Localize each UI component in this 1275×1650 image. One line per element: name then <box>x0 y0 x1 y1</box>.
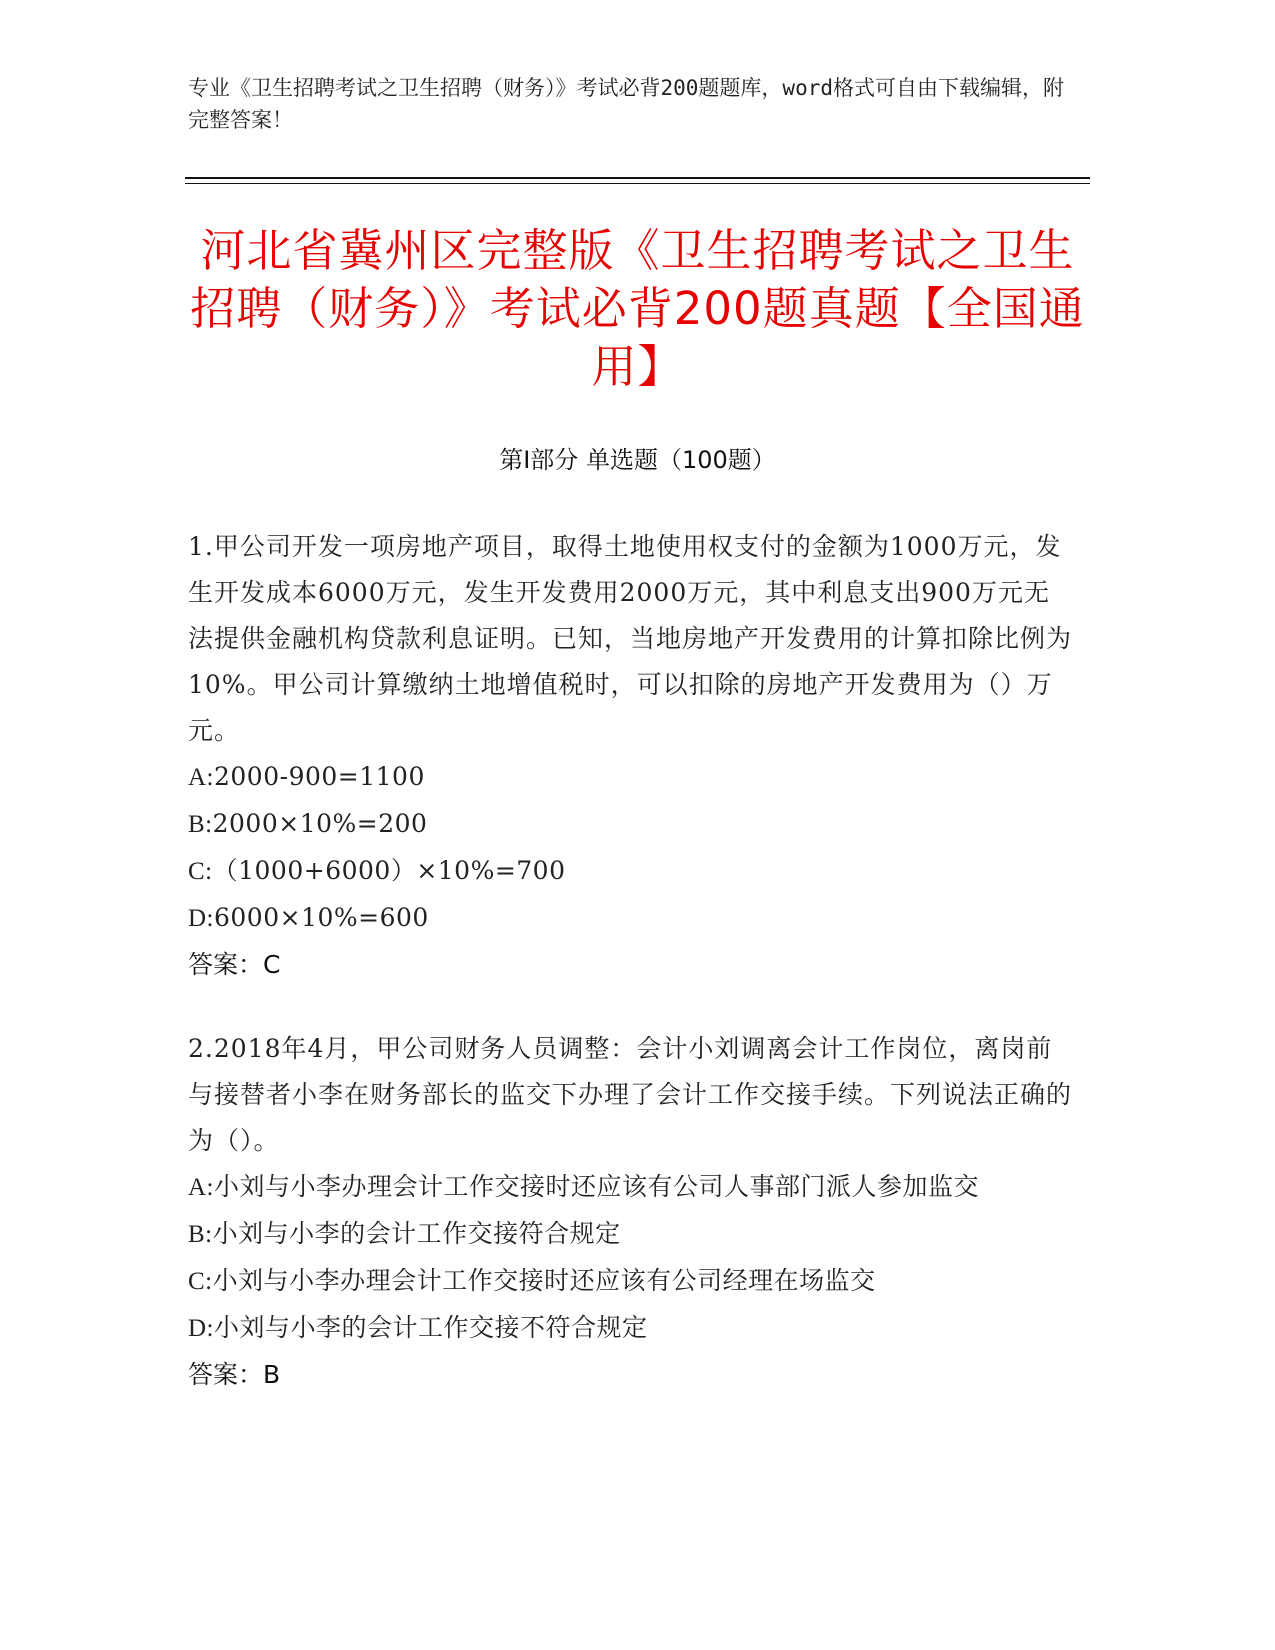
question-text: 2.2018年4月，甲公司财务人员调整：会计小刘调离会计工作岗位，离岗前与接替者小李在财务部长的监交下办理了会计工作交接手续。下列说法正确的为（）。 <box>188 1034 1073 1155</box>
answer-line: 答案：B <box>188 1360 281 1389</box>
option-c <box>188 848 1073 895</box>
option-text: 小刘与小李的会计工作交接不符合规定 <box>214 1313 648 1342</box>
option-d <box>188 895 1073 942</box>
option-c <box>188 1258 1073 1305</box>
option-text: （1000+6000）×10%=700 <box>212 856 566 885</box>
question-block <box>188 524 1073 988</box>
header-note: 专业《卫生招聘考试之卫生招聘（财务）》考试必背200题题库，word格式可自由下载编辑，附完整答案！ <box>188 76 1064 132</box>
option-d <box>188 1305 1073 1352</box>
section-heading: 第I部分 单选题（100题） <box>499 446 776 474</box>
option-b <box>188 801 1073 848</box>
option-letter: D: <box>188 1315 214 1342</box>
option-text: 小刘与小李办理会计工作交接时还应该有公司人事部门派人参加监交 <box>214 1172 980 1201</box>
option-letter: D: <box>188 905 214 932</box>
option-letter: B: <box>188 811 213 838</box>
option-letter: B: <box>188 1221 213 1248</box>
option-text: 2000-900=1100 <box>214 762 425 791</box>
option-letter: A: <box>188 764 214 791</box>
option-letter: C: <box>188 1268 213 1295</box>
answer-line: 答案：C <box>188 950 281 979</box>
option-text: 2000×10%=200 <box>212 809 428 838</box>
option-a <box>188 754 1073 801</box>
question-text: 1.甲公司开发一项房地产项目，取得土地使用权支付的金额为1000万元，发生开发成本6000万元，发生开发费用2000万元，其中利息支出900万元无法提供金融机构贷款利息证明。已知，当地房地产开发费用的计算扣除比例为10%。甲公司计算缴纳土地增值税时，可以扣除的房地产开发费用为（）万元。 <box>188 532 1073 745</box>
option-text: 小刘与小李办理会计工作交接时还应该有公司经理在场监交 <box>212 1266 876 1295</box>
header-divider-thin <box>185 183 1090 184</box>
option-a <box>188 1164 1073 1211</box>
question-block <box>188 1026 1073 1398</box>
option-text: 6000×10%=600 <box>214 903 429 932</box>
header-divider-thick <box>185 177 1090 179</box>
document-title: 河北省冀州区完整版《卫生招聘考试之卫生招聘（财务）》考试必背200题真题【全国通用】 <box>190 224 1085 393</box>
option-b <box>188 1211 1073 1258</box>
option-letter: C: <box>188 858 213 885</box>
option-text: 小刘与小李的会计工作交接符合规定 <box>212 1219 621 1248</box>
option-letter: A: <box>188 1174 214 1201</box>
